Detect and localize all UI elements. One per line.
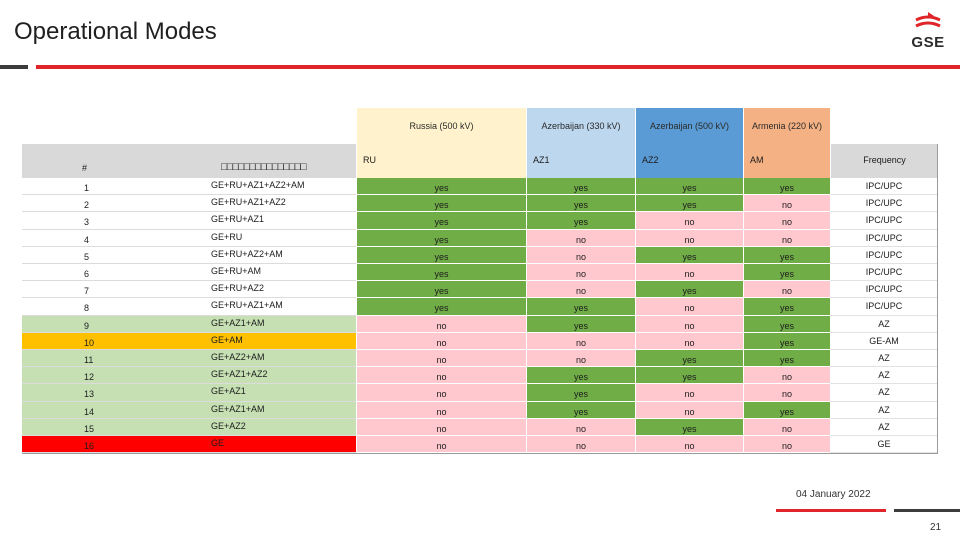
row-am-status: no — [743, 436, 830, 453]
row-frequency: IPC/UPC — [830, 264, 938, 281]
row-am-status: no — [743, 281, 830, 298]
row-frequency: IPC/UPC — [830, 230, 938, 247]
table-right-border — [937, 144, 938, 453]
row-frequency: IPC/UPC — [830, 212, 938, 229]
row-ru-status: yes — [356, 195, 526, 212]
row-mode: GE+RU — [179, 230, 356, 247]
row-mode: GE+RU+AZ2 — [179, 281, 356, 298]
row-am-status: yes — [743, 333, 830, 350]
row-ru-status: no — [356, 384, 526, 401]
row-az2-status: no — [635, 230, 743, 247]
page-number: 21 — [930, 522, 942, 533]
row-frequency: AZ — [830, 350, 938, 367]
row-az2-status: yes — [635, 247, 743, 264]
row-frequency: AZ — [830, 402, 938, 419]
row-number: 10 — [22, 333, 179, 350]
row-number: 13 — [22, 384, 179, 401]
row-az2-status: no — [635, 384, 743, 401]
row-az2-status: no — [635, 212, 743, 229]
table-bottom-border — [22, 453, 938, 454]
row-ru-status: yes — [356, 212, 526, 229]
row-az2-status: yes — [635, 178, 743, 195]
row-az1-status: no — [526, 281, 635, 298]
row-frequency: AZ — [830, 316, 938, 333]
row-am-status: no — [743, 384, 830, 401]
row-mode: GE+RU+AZ1+AZ2+AM — [179, 178, 356, 195]
row-am-status: yes — [743, 298, 830, 315]
footer-line-red — [776, 509, 886, 512]
header-russia: Russia (500 kV) — [356, 108, 526, 144]
row-frequency: IPC/UPC — [830, 298, 938, 315]
row-am-status: no — [743, 212, 830, 229]
row-number: 4 — [22, 230, 179, 247]
row-frequency: IPC/UPC — [830, 281, 938, 298]
row-ru-status: no — [356, 419, 526, 436]
slide-title: Operational Modes — [14, 18, 217, 45]
row-ru-status: no — [356, 436, 526, 453]
row-am-status: no — [743, 367, 830, 384]
col-header-num: # — [22, 144, 179, 178]
row-frequency: AZ — [830, 419, 938, 436]
row-ru-status: no — [356, 316, 526, 333]
logo-text: GSE — [911, 34, 945, 51]
row-mode: GE+AZ2 — [179, 419, 356, 436]
row-am-status: no — [743, 230, 830, 247]
row-az2-status: no — [635, 264, 743, 281]
row-az1-status: no — [526, 264, 635, 281]
row-ru-status: no — [356, 367, 526, 384]
row-ru-status: yes — [356, 264, 526, 281]
row-ru-status: no — [356, 402, 526, 419]
col-header-am: AM — [743, 144, 830, 178]
row-az2-status: no — [635, 402, 743, 419]
slide-date: 04 January 2022 — [796, 489, 871, 500]
row-az2-status: yes — [635, 281, 743, 298]
row-frequency: IPC/UPC — [830, 247, 938, 264]
gse-logo — [906, 10, 950, 52]
row-frequency: AZ — [830, 367, 938, 384]
row-number: 16 — [22, 436, 179, 453]
row-ru-status: yes — [356, 281, 526, 298]
row-az1-status: yes — [526, 384, 635, 401]
row-number: 2 — [22, 195, 179, 212]
row-am-status: yes — [743, 264, 830, 281]
row-ru-status: yes — [356, 230, 526, 247]
gse-logo-mark-icon — [906, 10, 950, 34]
row-number: 15 — [22, 419, 179, 436]
row-mode: GE+AZ1+AZ2 — [179, 367, 356, 384]
row-az2-status: yes — [635, 350, 743, 367]
row-am-status: yes — [743, 402, 830, 419]
row-frequency: GE-AM — [830, 333, 938, 350]
row-am-status: yes — [743, 316, 830, 333]
header-armenia: Armenia (220 kV) — [743, 108, 830, 144]
row-az2-status: no — [635, 316, 743, 333]
row-az1-status: yes — [526, 212, 635, 229]
row-mode: GE+RU+AZ1 — [179, 212, 356, 229]
row-mode: GE+RU+AM — [179, 264, 356, 281]
row-az1-status: yes — [526, 195, 635, 212]
row-az2-status: no — [635, 333, 743, 350]
row-mode: GE+AM — [179, 333, 356, 350]
row-ru-status: no — [356, 350, 526, 367]
row-ru-status: yes — [356, 247, 526, 264]
row-az1-status: yes — [526, 367, 635, 384]
row-number: 7 — [22, 281, 179, 298]
row-number: 11 — [22, 350, 179, 367]
row-number: 3 — [22, 212, 179, 229]
row-az1-status: no — [526, 350, 635, 367]
col-header-az2: AZ2 — [635, 144, 743, 178]
row-az1-status: no — [526, 230, 635, 247]
row-number: 5 — [22, 247, 179, 264]
row-az2-status: yes — [635, 419, 743, 436]
row-frequency: AZ — [830, 384, 938, 401]
row-az1-status: no — [526, 333, 635, 350]
col-header-ru: RU — [356, 144, 526, 178]
row-az2-status: yes — [635, 195, 743, 212]
row-number: 1 — [22, 178, 179, 195]
col-header-az1: AZ1 — [526, 144, 635, 178]
row-am-status: yes — [743, 247, 830, 264]
row-mode: GE — [179, 436, 356, 453]
row-az1-status: yes — [526, 316, 635, 333]
row-az2-status: no — [635, 298, 743, 315]
row-am-status: no — [743, 419, 830, 436]
row-ru-status: no — [356, 333, 526, 350]
row-number: 8 — [22, 298, 179, 315]
row-az1-status: no — [526, 247, 635, 264]
row-az1-status: no — [526, 436, 635, 453]
row-number: 12 — [22, 367, 179, 384]
row-az2-status: yes — [635, 367, 743, 384]
header-azerbaijan-330: Azerbaijan (330 kV) — [526, 108, 635, 144]
row-mode: GE+AZ1+AM — [179, 402, 356, 419]
row-frequency: IPC/UPC — [830, 195, 938, 212]
header-azerbaijan-500: Azerbaijan (500 kV) — [635, 108, 743, 144]
row-mode: GE+AZ1+AM — [179, 316, 356, 333]
row-az1-status: no — [526, 419, 635, 436]
row-mode: GE+AZ1 — [179, 384, 356, 401]
row-frequency: GE — [830, 436, 938, 453]
row-mode: GE+RU+AZ1+AZ2 — [179, 195, 356, 212]
footer-line-dark — [894, 509, 960, 512]
row-number: 6 — [22, 264, 179, 281]
row-ru-status: yes — [356, 298, 526, 315]
row-az1-status: yes — [526, 298, 635, 315]
col-header-mode: □□□□□□□□□□□□□□□ — [179, 144, 356, 178]
row-az1-status: yes — [526, 402, 635, 419]
col-header-frequency: Frequency — [830, 144, 938, 178]
row-am-status: no — [743, 195, 830, 212]
title-underline-dark — [0, 65, 28, 69]
title-underline-red — [36, 65, 960, 69]
row-number: 14 — [22, 402, 179, 419]
row-frequency: IPC/UPC — [830, 178, 938, 195]
row-mode: GE+RU+AZ1+AM — [179, 298, 356, 315]
row-az2-status: no — [635, 436, 743, 453]
row-mode: GE+AZ2+AM — [179, 350, 356, 367]
row-mode: GE+RU+AZ2+AM — [179, 247, 356, 264]
row-am-status: yes — [743, 350, 830, 367]
row-am-status: yes — [743, 178, 830, 195]
row-az1-status: yes — [526, 178, 635, 195]
row-number: 9 — [22, 316, 179, 333]
row-ru-status: yes — [356, 178, 526, 195]
